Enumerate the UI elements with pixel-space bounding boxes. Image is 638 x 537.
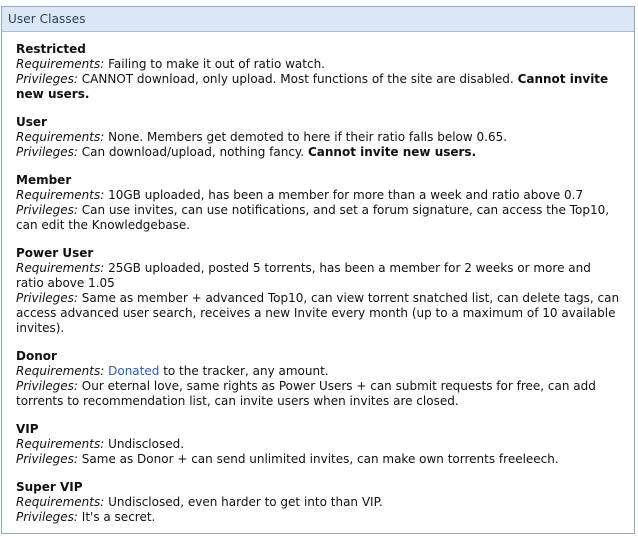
- class-donor: [16, 349, 620, 409]
- requirements-label: Requirements:: [16, 495, 105, 509]
- privileges-line: [16, 145, 620, 160]
- class-name: Super VIP: [16, 480, 83, 494]
- donated-link[interactable]: Donated: [108, 364, 160, 378]
- requirements-text: 25GB uploaded, posted 5 torrents, has been a member for 2 weeks or more and ratio above 1.05: [16, 261, 591, 290]
- privileges-label: Privileges:: [16, 203, 78, 217]
- requirements-text: Undisclosed, even harder to get into than VIP.: [108, 495, 383, 509]
- privileges-line: [16, 379, 620, 409]
- requirements-text: to the tracker, any amount.: [163, 364, 329, 378]
- requirements-line: [16, 130, 620, 145]
- class-name: Member: [16, 173, 72, 187]
- class-restricted: [16, 42, 620, 102]
- requirements-line: [16, 437, 620, 452]
- requirements-label: Requirements:: [16, 57, 105, 71]
- requirements-label: Requirements:: [16, 261, 105, 275]
- class-name: User: [16, 115, 47, 129]
- privileges-line: [16, 452, 620, 467]
- privileges-text: Same as Donor + can send unlimited invites, can make own torrents freeleech.: [81, 452, 559, 466]
- class-super-vip: [16, 480, 620, 525]
- class-name: Restricted: [16, 42, 86, 56]
- privileges-text: CANNOT download, only upload. Most functions of the site are disabled.: [81, 72, 514, 86]
- privileges-line: [16, 203, 620, 233]
- user-classes-panel: [1, 6, 635, 534]
- class-power-user: [16, 246, 620, 336]
- privileges-text: Can download/upload, nothing fancy.: [81, 145, 305, 159]
- class-member: [16, 173, 620, 233]
- requirements-label: Requirements:: [16, 130, 105, 144]
- requirements-text: Failing to make it out of ratio watch.: [108, 57, 325, 71]
- privileges-bold-text: Cannot invite new users.: [16, 72, 609, 101]
- privileges-label: Privileges:: [16, 510, 78, 524]
- privileges-label: Privileges:: [16, 145, 78, 159]
- class-name: VIP: [16, 422, 39, 436]
- privileges-bold-text: Cannot invite new users.: [307, 145, 477, 159]
- panel-content: [2, 32, 634, 525]
- requirements-text: None. Members get demoted to here if their ratio falls below 0.65.: [108, 130, 508, 144]
- panel-title: User Classes: [2, 7, 634, 32]
- privileges-text: Can use invites, can use notifications, and set a forum signature, can access the Top10, can edit the Knowledgebase.: [16, 203, 610, 232]
- privileges-line: [16, 291, 620, 336]
- privileges-line: [16, 510, 620, 525]
- requirements-text: Undisclosed.: [108, 437, 185, 451]
- privileges-text: Our eternal love, same rights as Power Users + can submit requests for free, can add torrents to recommendation list, can invite users when invites are closed.: [16, 379, 596, 408]
- privileges-text: Same as member + advanced Top10, can view torrent snatched list, can delete tags, can access advanced user search, receives a new Invite every month (up to a maximum of 10 available invites).: [16, 291, 620, 335]
- privileges-label: Privileges:: [16, 72, 78, 86]
- requirements-line: [16, 57, 620, 72]
- requirements-line: [16, 261, 620, 291]
- privileges-label: Privileges:: [16, 291, 78, 305]
- privileges-label: Privileges:: [16, 379, 78, 393]
- privileges-line: [16, 72, 620, 102]
- privileges-label: Privileges:: [16, 452, 78, 466]
- requirements-label: Requirements:: [16, 364, 105, 378]
- requirements-label: Requirements:: [16, 188, 105, 202]
- requirements-text: 10GB uploaded, has been a member for more than a week and ratio above 0.7: [108, 188, 584, 202]
- class-user: [16, 115, 620, 160]
- requirements-line: [16, 364, 620, 379]
- privileges-text: It's a secret.: [81, 510, 156, 524]
- class-name: Donor: [16, 349, 57, 363]
- requirements-label: Requirements:: [16, 437, 105, 451]
- requirements-line: [16, 495, 620, 510]
- requirements-line: [16, 188, 620, 203]
- class-vip: [16, 422, 620, 467]
- class-name: Power User: [16, 246, 94, 260]
